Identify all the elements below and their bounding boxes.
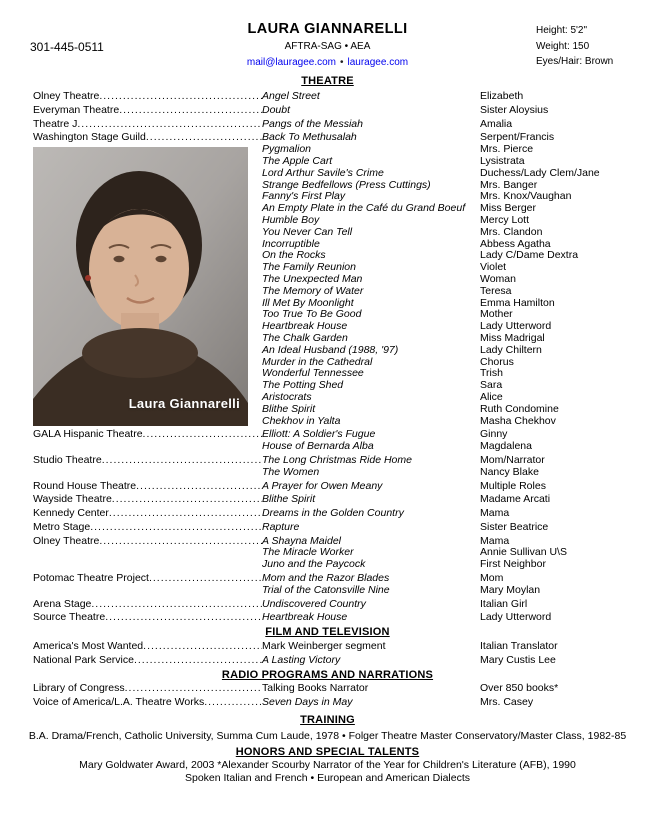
stat-height: Height: 5'2"	[536, 25, 588, 36]
play-title: House of Bernarda Alba	[262, 440, 374, 453]
credit-row	[33, 655, 647, 667]
play-title: Fanny's First Play	[262, 190, 346, 203]
film-section-heading: FILM AND TELEVISION	[265, 626, 390, 639]
play-title: The Memory of Water	[262, 284, 364, 297]
play-title: Pygmalion	[262, 143, 312, 156]
theatre-section-heading: THEATRE	[301, 75, 354, 87]
venue-cell	[33, 467, 262, 479]
role-name: Mrs. Banger	[480, 178, 538, 191]
role-name: Mrs. Knox/Vaughan	[480, 190, 572, 203]
venue-cell	[33, 599, 262, 611]
dot-leader	[109, 508, 262, 520]
venue-cell	[33, 119, 262, 131]
physical-stats	[536, 23, 613, 70]
venue-cell	[33, 508, 262, 520]
venue-cell	[33, 455, 262, 467]
venue-cell	[33, 585, 262, 597]
credit-row	[33, 91, 647, 103]
venue-name: Metro Stage	[33, 520, 91, 533]
play-title: Trial of the Catonsville Nine	[262, 583, 390, 596]
play-title: The Miracle Worker	[262, 546, 354, 559]
role-name: Mom/Narrator	[480, 453, 545, 466]
play-title: Pangs of the Messiah	[262, 117, 363, 130]
role-name: Annie Sullivan U\S	[480, 546, 567, 559]
role-name: Mother	[480, 308, 513, 321]
credit-row	[33, 641, 647, 653]
role-name: Lady Utterword	[480, 320, 552, 333]
face	[89, 209, 189, 329]
role-name: Multiple Roles	[480, 479, 546, 492]
credit-row	[33, 132, 647, 144]
play-title: A Shayna Maidel	[262, 534, 341, 547]
role-name: Mary Moylan	[480, 583, 541, 596]
play-title: An Empty Plate in the Café du Grand Boeuf	[262, 202, 466, 215]
play-title: Mom and the Razor Blades	[262, 572, 390, 585]
credit-group	[33, 697, 647, 709]
photo-caption: Laura Giannarelli	[128, 396, 240, 411]
honors-line-1: Mary Goldwater Award, 2003 *Alexander Scourby Narrator of the Year for Children's Literature (AFB), 1990	[79, 759, 576, 772]
venue-cell	[33, 522, 262, 534]
role-name: Mrs. Pierce	[480, 143, 534, 156]
credit-row	[33, 105, 647, 117]
venue-cell	[33, 641, 262, 653]
role-name: Magdalena	[480, 440, 532, 453]
play-title: Angel Street	[262, 90, 320, 102]
dot-leader	[119, 105, 262, 117]
play-title: Chekhov in Yalta	[262, 414, 341, 427]
play-title: A Lasting Victory	[262, 654, 341, 667]
role-name: Ginny	[480, 428, 508, 441]
play-title: An Ideal Husband (1988, '97)	[262, 343, 399, 356]
venue-cell	[33, 697, 262, 709]
role-name: Sara	[480, 379, 503, 392]
venue-cell	[33, 105, 262, 117]
honors-line-2: Spoken Italian and French • European and American Dialects	[184, 772, 470, 785]
venue-name: America's Most Wanted	[33, 640, 144, 653]
credit-row	[33, 697, 647, 709]
role-name: Abbess Agatha	[480, 237, 551, 250]
role-name: Ruth Condomine	[480, 402, 559, 415]
credit-row	[33, 508, 647, 520]
dot-leader	[112, 494, 262, 506]
radio-section-heading: RADIO PROGRAMS AND NARRATIONS	[221, 668, 434, 681]
play-title: Undiscovered Country	[262, 597, 366, 610]
venue-cell	[33, 683, 262, 695]
role-name: Mama	[480, 507, 510, 520]
role-name: Emma Hamilton	[480, 296, 555, 309]
email-link[interactable]: mail@lauragee.com	[246, 57, 336, 68]
venue-cell	[33, 573, 262, 585]
venue-cell	[33, 536, 262, 548]
role-name: Mrs. Clandon	[480, 225, 543, 238]
role-name: Italian Translator	[480, 640, 558, 653]
venue-name: Olney Theatre	[33, 534, 100, 547]
dot-leader	[90, 522, 262, 534]
dot-leader	[91, 599, 262, 611]
union-affiliations: AFTRA-SAG • AEA	[284, 41, 371, 52]
credit-row	[33, 599, 647, 611]
role-name: Serpent/Francis	[480, 131, 555, 144]
page-title: LAURA GIANNARELLI	[247, 21, 408, 37]
play-title: Lord Arthur Savile's Crime	[262, 166, 384, 179]
play-title: The Women	[262, 465, 320, 478]
role-name: Elizabeth	[480, 90, 524, 102]
training-line: B.A. Drama/French, Catholic University, Summa Cum Laude, 1978 • Folger Theatre Master Conservatory/Master Class, 1982-85	[28, 730, 627, 743]
role-name: Alice	[480, 390, 503, 403]
credit-group	[33, 683, 647, 695]
play-title: Too True To Be Good	[262, 308, 362, 321]
stat-weight: Weight: 150	[536, 40, 590, 52]
play-title: Talking Books Narrator	[262, 681, 369, 694]
role-name: Lady Utterword	[480, 611, 552, 624]
venue-name: Source Theatre	[33, 611, 106, 624]
dot-leader	[105, 612, 262, 624]
venue-cell	[33, 481, 262, 493]
radio-credit-list	[0, 683, 655, 709]
play-title: You Never Can Tell	[262, 225, 353, 238]
credit-group	[33, 119, 647, 131]
link-separator: •	[339, 57, 344, 68]
role-name: Amalia	[480, 117, 513, 130]
role-name: Trish	[480, 367, 503, 380]
venue-cell	[33, 559, 262, 571]
credit-group	[33, 429, 647, 453]
role-name: Mrs. Casey	[480, 695, 534, 708]
role-name: Miss Berger	[480, 202, 537, 215]
stat-eyes-hair: Eyes/Hair: Brown	[536, 56, 614, 67]
credit-row	[33, 559, 647, 571]
credit-group	[33, 599, 647, 611]
play-title: Back To Methusalah	[262, 131, 357, 144]
role-name: Miss Madrigal	[480, 331, 545, 344]
dot-leader	[134, 655, 262, 667]
dot-leader	[149, 573, 262, 585]
play-title: Seven Days in May	[262, 695, 353, 708]
play-title: Elliott: A Soldier's Fugue	[262, 428, 376, 441]
role-name: Over 850 books*	[480, 681, 559, 694]
left-eye	[114, 256, 125, 262]
play-title: The Family Reunion	[262, 261, 356, 274]
credit-row	[33, 683, 647, 695]
credit-group	[33, 105, 647, 117]
venue-name: Theatre J	[33, 117, 78, 130]
play-title: Incorruptible	[262, 237, 320, 250]
credit-group	[33, 522, 647, 534]
credit-row	[33, 494, 647, 506]
venue-name: Arena Stage	[33, 597, 92, 610]
role-name: Madame Arcati	[480, 493, 551, 506]
credit-row	[33, 522, 647, 534]
dot-leader	[99, 536, 262, 548]
play-title: Juno and the Paycock	[262, 558, 366, 571]
venue-name: Round House Theatre	[33, 479, 137, 492]
role-name: Woman	[480, 272, 516, 285]
venue-cell	[33, 132, 262, 144]
play-title: Blithe Spirit	[262, 402, 316, 415]
credit-row	[33, 119, 647, 131]
headshot-illustration	[33, 147, 248, 426]
credit-row	[33, 441, 647, 453]
venue-cell	[33, 91, 262, 103]
role-name: Violet	[480, 261, 507, 274]
play-title: The Chalk Garden	[262, 331, 348, 344]
play-title: Heartbreak House	[262, 320, 348, 333]
right-eye	[156, 256, 167, 262]
play-title: Mark Weinberger segment	[262, 640, 386, 653]
credit-group	[33, 536, 647, 571]
credit-group	[33, 455, 647, 479]
venue-name: Voice of America/L.A. Theatre Works	[33, 695, 205, 708]
dot-leader	[125, 683, 262, 695]
venue-name: Library of Congress	[33, 681, 125, 694]
venue-cell	[33, 612, 262, 624]
play-title: The Potting Shed	[262, 379, 344, 392]
play-title: A Prayer for Owen Meany	[262, 479, 383, 492]
play-title: Doubt	[262, 103, 291, 116]
credit-group	[33, 481, 647, 493]
credit-group	[33, 655, 647, 667]
play-title: Ill Met By Moonlight	[262, 296, 354, 309]
venue-name: National Park Service	[33, 654, 134, 667]
credit-group	[33, 573, 647, 597]
credit-group	[33, 612, 647, 624]
venue-name: Olney Theatre	[33, 90, 100, 102]
credit-row	[33, 585, 647, 597]
role-name: Lysistrata	[480, 154, 525, 167]
play-title: Blithe Spirit	[262, 493, 316, 506]
play-title: Dreams in the Golden Country	[262, 507, 404, 520]
credit-group	[33, 641, 647, 653]
role-name: Mary Custis Lee	[480, 654, 556, 667]
role-name: Italian Girl	[480, 597, 528, 610]
play-title: Rapture	[262, 520, 300, 533]
role-name: Mama	[480, 534, 510, 547]
role-name: Duchess/Lady Clem/Jane	[480, 166, 600, 179]
collar	[82, 328, 198, 378]
play-title: Strange Bedfellows (Press Cuttings)	[262, 178, 431, 191]
earring	[85, 275, 91, 281]
venue-name: Everyman Theatre	[33, 103, 120, 116]
play-title: Humble Boy	[262, 213, 320, 226]
role-name: Lady Chiltern	[480, 343, 542, 356]
venue-name: Kennedy Center	[33, 507, 109, 520]
credit-row	[33, 467, 647, 479]
credit-row	[33, 455, 647, 467]
dot-leader	[102, 455, 262, 467]
dot-leader	[99, 91, 262, 103]
venue-cell	[33, 441, 262, 453]
dot-leader	[204, 697, 262, 709]
role-name: Sister Aloysius	[480, 103, 549, 116]
venue-name: Washington Stage Guild	[33, 131, 146, 144]
play-title: Murder in the Cathedral	[262, 355, 373, 368]
venue-name: Potomac Theatre Project	[33, 572, 149, 585]
role-name: Nancy Blake	[480, 465, 539, 478]
dot-leader	[146, 132, 262, 144]
dot-leader	[77, 119, 262, 131]
role-name: Chorus	[480, 355, 514, 368]
play-title: Heartbreak House	[262, 611, 348, 624]
website-link[interactable]: lauragee.com	[347, 57, 409, 68]
dot-leader	[143, 429, 262, 441]
dot-leader	[136, 481, 262, 493]
role-name: Masha Chekhov	[480, 414, 556, 427]
role-name: Lady C/Dame Dextra	[480, 249, 579, 262]
credit-group	[33, 508, 647, 520]
dot-leader	[143, 641, 262, 653]
phone-number: 301-445-0511	[30, 40, 104, 54]
play-title: The Long Christmas Ride Home	[262, 453, 412, 466]
role-name: First Neighbor	[480, 558, 546, 571]
headshot-photo	[33, 147, 248, 426]
role-name: Mercy Lott	[480, 213, 530, 226]
play-title: Wonderful Tennessee	[262, 367, 364, 380]
venue-name: Studio Theatre	[33, 453, 102, 466]
role-name: Sister Beatrice	[480, 520, 549, 533]
venue-name: GALA Hispanic Theatre	[33, 428, 143, 441]
credit-row	[33, 612, 647, 624]
play-title: Aristocrats	[262, 390, 312, 403]
venue-cell	[33, 429, 262, 441]
venue-cell	[33, 547, 262, 559]
honors-section-heading: HONORS AND SPECIAL TALENTS	[235, 746, 420, 759]
venue-name: Wayside Theatre	[33, 493, 112, 506]
credit-group	[33, 91, 647, 103]
role-name: Mom	[480, 572, 504, 585]
film-credit-list	[0, 641, 655, 667]
role-name: Teresa	[480, 284, 512, 297]
venue-cell	[33, 655, 262, 667]
training-section-heading: TRAINING	[300, 714, 355, 727]
play-title: The Apple Cart	[262, 154, 333, 167]
credit-row	[33, 481, 647, 493]
play-title: On the Rocks	[262, 249, 326, 262]
venue-cell	[33, 494, 262, 506]
play-title: The Unexpected Man	[262, 272, 363, 285]
credit-group	[33, 494, 647, 506]
